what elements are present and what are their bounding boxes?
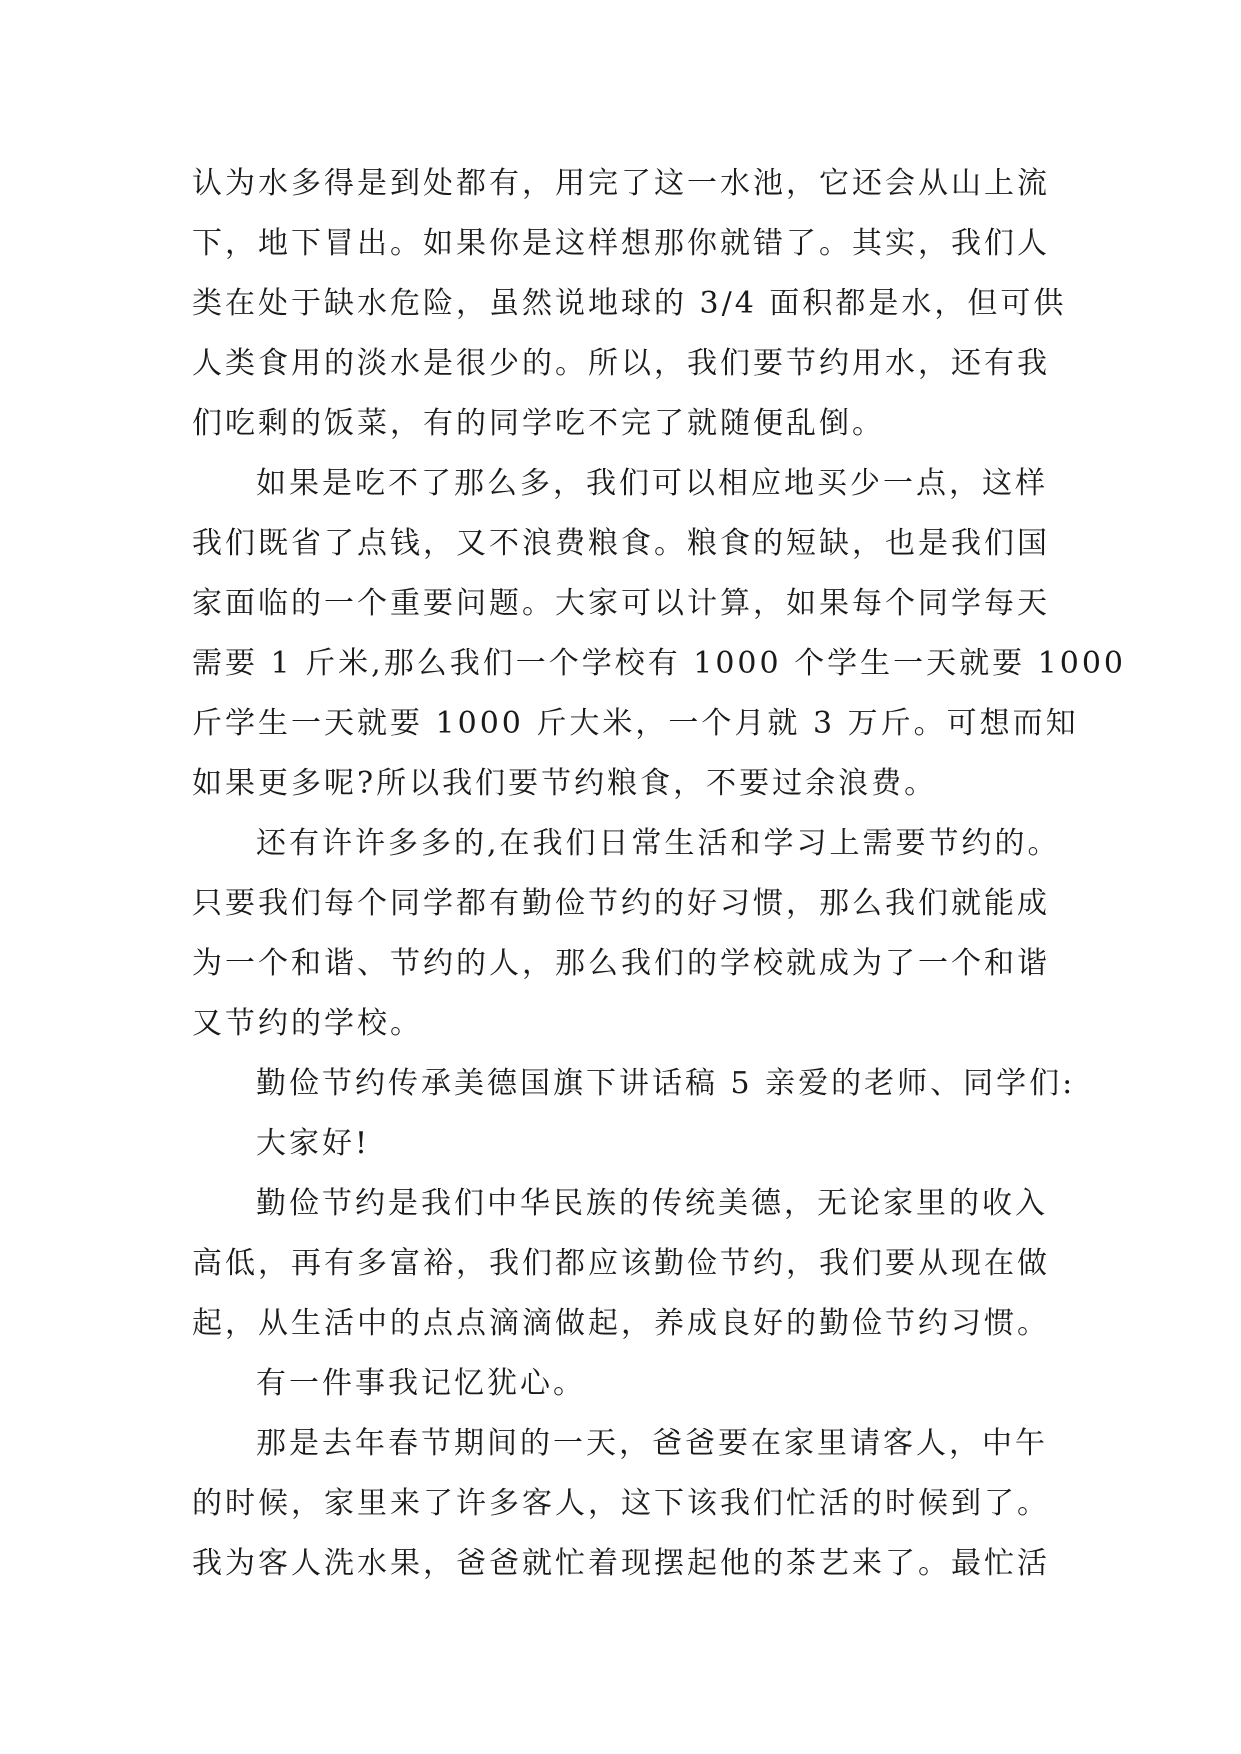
text-line: 勤俭节约是我们中华民族的传统美德，无论家里的收入 — [256, 1186, 1048, 1221]
text-line: 只要我们每个同学都有勤俭节约的好习惯，那么我们就能成 — [192, 886, 1050, 921]
text-line: 需要 1 斤米,那么我们一个学校有 1000 个学生一天就要 1000 — [192, 646, 1126, 681]
text-line: 的时候，家里来了许多客人，这下该我们忙活的时候到了。 — [192, 1486, 1050, 1521]
text-line: 还有许许多多的,在我们日常生活和学习上需要节约的。 — [256, 826, 1061, 861]
document-body — [192, 154, 1126, 1594]
text-line: 如果是吃不了那么多，我们可以相应地买少一点，这样 — [256, 466, 1048, 501]
text-line: 我为客人洗水果，爸爸就忙着现摆起他的茶艺来了。最忙活 — [192, 1546, 1050, 1581]
text-line: 家面临的一个重要问题。大家可以计算，如果每个同学每天 — [192, 586, 1050, 621]
text-line: 认为水多得是到处都有，用完了这一水池，它还会从山上流 — [192, 166, 1050, 201]
text-line: 如果更多呢?所以我们要节约粮食，不要过余浪费。 — [192, 766, 938, 801]
text-line: 那是去年春节期间的一天，爸爸要在家里请客人，中午 — [256, 1426, 1048, 1461]
text-line: 们吃剩的饭菜，有的同学吃不完了就随便乱倒。 — [192, 406, 885, 441]
text-line: 又节约的学校。 — [192, 1006, 423, 1041]
text-line: 为一个和谐、节约的人，那么我们的学校就成为了一个和谐 — [192, 946, 1050, 981]
text-line: 大家好! — [256, 1126, 371, 1161]
text-line: 人类食用的淡水是很少的。所以，我们要节约用水，还有我 — [192, 346, 1050, 381]
text-line: 下，地下冒出。如果你是这样想那你就错了。其实，我们人 — [192, 226, 1050, 261]
text-line: 斤学生一天就要 1000 斤大米，一个月就 3 万斤。可想而知 — [192, 706, 1079, 741]
text-line: 有一件事我记忆犹心。 — [256, 1366, 586, 1401]
text-line: 类在处于缺水危险，虽然说地球的 3/4 面积都是水，但可供 — [192, 286, 1067, 321]
text-line: 勤俭节约传承美德国旗下讲话稿 5 亲爱的老师、同学们: — [256, 1066, 1076, 1101]
text-line: 起，从生活中的点点滴滴做起，养成良好的勤俭节约习惯。 — [192, 1306, 1050, 1341]
text-line: 我们既省了点钱，又不浪费粮食。粮食的短缺，也是我们国 — [192, 526, 1050, 561]
text-line: 高低，再有多富裕，我们都应该勤俭节约，我们要从现在做 — [192, 1246, 1050, 1281]
